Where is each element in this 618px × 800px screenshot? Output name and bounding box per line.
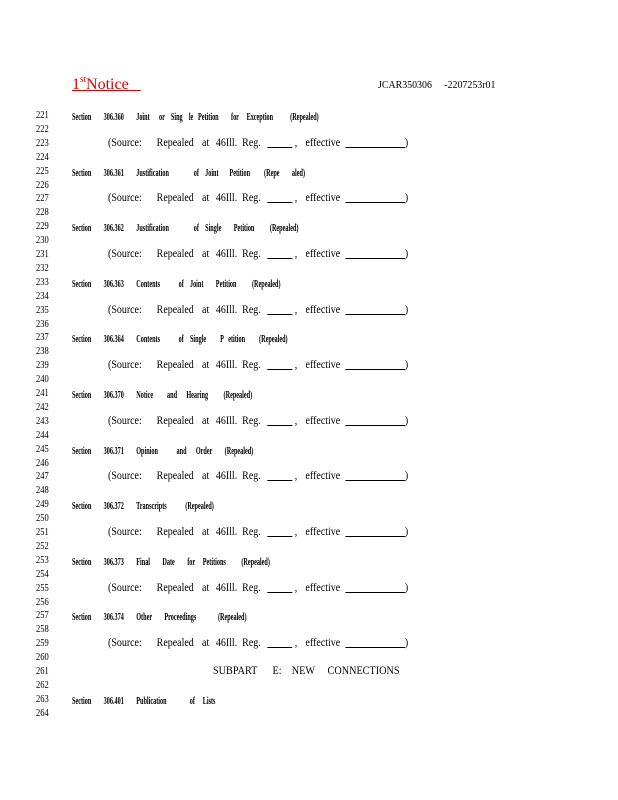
line-number: 237 — [36, 332, 49, 344]
effective-date-blank — [345, 191, 405, 203]
source-open: (Source: — [108, 190, 142, 205]
section-heading — [72, 499, 301, 513]
source-at: at — [202, 190, 210, 205]
line-number: 264 — [36, 707, 49, 719]
source-effective: effective — [305, 524, 341, 538]
document-line — [0, 579, 618, 595]
source-at: at — [202, 412, 210, 427]
line-number: 261 — [36, 666, 49, 677]
section-heading-text: Section 306.374 Other Proceedings (Repealed) — [72, 612, 247, 624]
source-repealed: Repealed — [156, 635, 194, 650]
line-number: 228 — [36, 207, 49, 219]
source-repealed: Repealed — [156, 412, 194, 427]
line-number: 251 — [36, 527, 49, 538]
line-number: 223 — [36, 137, 49, 149]
line-number: 239 — [36, 360, 49, 372]
source-effective: effective — [305, 579, 341, 594]
line-number: 248 — [36, 485, 49, 497]
effective-date-blank — [345, 469, 405, 481]
line-number: 235 — [36, 304, 49, 316]
line-number: 262 — [36, 679, 49, 691]
source-open: (Source: — [108, 579, 142, 594]
line-number: 241 — [36, 388, 49, 399]
source-reg: Reg. — [242, 190, 261, 205]
source-open: (Source: — [108, 134, 142, 149]
source-comma: , — [294, 246, 298, 260]
document-line — [0, 166, 618, 178]
document-line — [0, 110, 618, 122]
line-number: 233 — [36, 276, 49, 288]
notice-word: Notice — [86, 76, 129, 93]
line-number: 257 — [36, 610, 49, 622]
section-heading-text: Section 306.373 Final Date for Petitions (Repealed) — [72, 556, 270, 568]
source-repealed: Repealed — [156, 190, 194, 205]
document-line — [0, 374, 618, 386]
line-number: 253 — [36, 554, 49, 566]
source-comma: , — [294, 579, 298, 594]
effective-date-blank — [345, 414, 405, 426]
source-close: ) — [404, 357, 409, 372]
source-note-text — [108, 414, 408, 426]
source-at: at — [202, 246, 210, 260]
register-issue-blank — [267, 525, 292, 537]
section-heading — [72, 610, 354, 624]
source-reg: Reg. — [242, 524, 261, 538]
line-number: 244 — [36, 429, 49, 441]
source-cite: 46Ill. — [215, 468, 238, 483]
source-reg: Reg. — [242, 412, 261, 427]
line-number: 258 — [36, 624, 49, 636]
line-number: 254 — [36, 568, 49, 580]
source-close: ) — [404, 246, 409, 260]
line-number: 246 — [36, 457, 49, 469]
line-number: 225 — [36, 165, 49, 177]
document-line — [0, 332, 618, 344]
register-issue-blank — [267, 136, 292, 148]
register-issue-blank — [267, 636, 292, 648]
source-at: at — [202, 357, 210, 372]
source-repealed: Repealed — [156, 468, 194, 483]
source-at: at — [202, 134, 210, 149]
document-line — [0, 263, 618, 275]
source-note-text — [108, 636, 408, 648]
source-close: ) — [404, 579, 409, 594]
document-line — [0, 468, 618, 483]
section-heading — [72, 277, 408, 291]
register-issue-blank — [267, 469, 292, 481]
notice-suffix: st — [80, 74, 87, 84]
source-note-text — [108, 247, 408, 259]
source-repealed: Repealed — [156, 357, 194, 372]
document-line — [0, 207, 618, 219]
source-cite: 46Ill. — [215, 412, 238, 427]
document-line — [0, 597, 618, 609]
source-at: at — [202, 635, 210, 650]
line-number: 255 — [36, 582, 49, 594]
line-number: 242 — [36, 401, 49, 413]
source-effective: effective — [305, 468, 341, 483]
section-heading-text: Section 306.363 Contents of Joint Petition (Repealed) — [72, 278, 281, 290]
source-comma: , — [294, 468, 298, 483]
source-effective: effective — [305, 635, 341, 650]
source-cite: 46Ill. — [215, 524, 238, 538]
document-line — [0, 485, 618, 497]
source-open: (Source: — [108, 524, 142, 538]
section-heading — [72, 444, 364, 458]
source-effective: effective — [305, 134, 341, 149]
source-close: ) — [404, 301, 409, 316]
document-line — [0, 152, 618, 164]
effective-date-blank — [345, 303, 405, 315]
document-line — [0, 221, 618, 233]
register-issue-blank — [267, 303, 292, 315]
document-line — [0, 301, 618, 317]
effective-date-blank — [345, 247, 405, 259]
source-open: (Source: — [108, 246, 142, 260]
line-number: 263 — [36, 693, 49, 705]
source-reg: Reg. — [242, 357, 261, 372]
source-note-text — [108, 581, 408, 593]
line-number: 256 — [36, 596, 49, 608]
source-cite: 46Ill. — [215, 190, 238, 205]
section-heading-text: Section 306.401 Publication of Lists — [72, 695, 216, 707]
line-number: 236 — [36, 318, 49, 330]
document-line — [0, 277, 618, 289]
source-reg: Reg. — [242, 468, 261, 483]
document-line — [0, 444, 618, 456]
register-issue-blank — [267, 581, 292, 593]
line-number: 232 — [36, 262, 49, 274]
line-number: 249 — [36, 499, 49, 511]
line-number: 252 — [36, 540, 49, 552]
line-number: 222 — [36, 123, 49, 135]
document-line — [0, 388, 618, 400]
line-number: 234 — [36, 290, 49, 302]
source-repealed: Repealed — [156, 579, 194, 594]
source-effective: effective — [305, 301, 341, 316]
document-code: JCAR350306 -2207253r01 — [378, 79, 496, 91]
source-repealed: Repealed — [156, 246, 194, 260]
source-at: at — [202, 524, 210, 538]
line-number: 221 — [36, 110, 49, 121]
source-effective: effective — [305, 190, 341, 205]
document-line — [0, 610, 618, 622]
source-open: (Source: — [108, 301, 142, 316]
register-issue-blank — [267, 191, 292, 203]
effective-date-blank — [345, 525, 405, 537]
document-line — [0, 357, 618, 372]
line-number: 245 — [36, 443, 49, 455]
notice-number: 1 — [72, 76, 80, 93]
source-open: (Source: — [108, 357, 142, 372]
section-heading — [72, 694, 303, 708]
section-heading-text: Section 306.362 Justification of Single Petition (Repealed) — [72, 223, 299, 235]
section-heading — [72, 110, 470, 124]
document-line — [0, 694, 618, 706]
source-note-text — [108, 303, 408, 315]
source-effective: effective — [305, 246, 341, 260]
document-line — [0, 541, 618, 553]
source-comma: , — [294, 134, 298, 149]
source-cite: 46Ill. — [215, 134, 238, 149]
line-number: 226 — [36, 179, 49, 191]
source-reg: Reg. — [242, 246, 261, 260]
line-number: 231 — [36, 249, 49, 260]
source-close: ) — [404, 134, 409, 149]
source-note-text — [108, 469, 408, 481]
source-at: at — [202, 301, 210, 316]
line-number: 247 — [36, 471, 49, 483]
source-note-text — [108, 136, 408, 148]
effective-date-blank — [345, 136, 405, 148]
document-line — [0, 555, 618, 567]
source-cite: 46Ill. — [215, 357, 238, 372]
document-line — [0, 524, 618, 539]
source-note-text — [108, 191, 408, 203]
document-line — [0, 319, 618, 331]
document-line — [0, 190, 618, 205]
source-cite: 46Ill. — [215, 301, 238, 316]
document-line — [0, 635, 618, 650]
source-close: ) — [404, 635, 409, 650]
line-number: 238 — [36, 346, 49, 358]
line-number: 230 — [36, 235, 49, 247]
source-close: ) — [404, 190, 409, 205]
notice-label — [72, 74, 141, 94]
source-close: ) — [404, 412, 409, 427]
source-comma: , — [294, 190, 298, 205]
source-comma: , — [294, 412, 298, 427]
source-open: (Source: — [108, 412, 142, 427]
section-heading — [72, 332, 420, 346]
source-repealed: Repealed — [156, 301, 194, 316]
line-number: 224 — [36, 151, 49, 163]
document-line — [0, 708, 618, 720]
source-open: (Source: — [108, 635, 142, 650]
line-number: 260 — [36, 652, 49, 664]
source-repealed: Repealed — [156, 524, 194, 538]
source-at: at — [202, 468, 210, 483]
section-heading-text: Section 306.360 Joint or Sing le Petition for Exception (Repealed) — [72, 112, 319, 123]
source-effective: effective — [305, 357, 341, 372]
register-issue-blank — [267, 414, 292, 426]
document-line — [0, 134, 618, 150]
line-number: 240 — [36, 374, 49, 386]
effective-date-blank — [345, 581, 405, 593]
document-line — [0, 412, 618, 428]
source-repealed: Repealed — [156, 134, 194, 149]
source-reg: Reg. — [242, 579, 261, 594]
section-heading-text: Section 306.370 Notice and Hearing (Repealed) — [72, 390, 253, 401]
document-line — [0, 430, 618, 442]
section-heading-text: Section 306.372 Transcripts (Repealed) — [72, 501, 214, 513]
document-line — [0, 246, 618, 261]
line-number: 259 — [36, 638, 49, 650]
source-reg: Reg. — [242, 134, 261, 149]
source-close: ) — [404, 524, 409, 538]
section-heading-text: Section 306.361 Justification of Joint Petition (Repe aled) — [72, 167, 306, 179]
source-reg: Reg. — [242, 301, 261, 316]
source-open: (Source: — [108, 468, 142, 483]
line-number: 243 — [36, 415, 49, 427]
source-comma: , — [294, 357, 298, 372]
source-comma: , — [294, 301, 298, 316]
register-issue-blank — [267, 358, 292, 370]
source-reg: Reg. — [242, 635, 261, 650]
source-note-text — [108, 525, 408, 537]
document-line — [0, 680, 618, 692]
source-at: at — [202, 579, 210, 594]
section-heading-text: Section 306.364 Contents of Single P etition (Repealed) — [72, 334, 288, 346]
subpart-heading-text: SUBPART E: NEW CONNECTIONS — [213, 663, 400, 677]
register-issue-blank — [267, 247, 292, 259]
source-comma: , — [294, 635, 298, 650]
section-heading — [72, 221, 437, 235]
effective-date-blank — [345, 636, 405, 648]
line-number: 250 — [36, 513, 49, 525]
source-cite: 46Ill. — [215, 635, 238, 650]
source-cite: 46Ill. — [215, 246, 238, 260]
effective-date-blank — [345, 358, 405, 370]
line-number: 229 — [36, 221, 49, 233]
source-close: ) — [404, 468, 409, 483]
section-heading — [72, 388, 363, 402]
source-note-text — [108, 358, 408, 370]
document-line — [0, 499, 618, 511]
line-number: 227 — [36, 193, 49, 205]
source-comma: , — [294, 524, 298, 538]
document-line — [0, 663, 618, 678]
section-heading — [72, 166, 448, 180]
source-cite: 46Ill. — [215, 579, 238, 594]
section-heading-text: Section 306.371 Opinion and Order (Repealed) — [72, 445, 254, 457]
section-heading — [72, 555, 391, 569]
source-effective: effective — [305, 412, 341, 427]
